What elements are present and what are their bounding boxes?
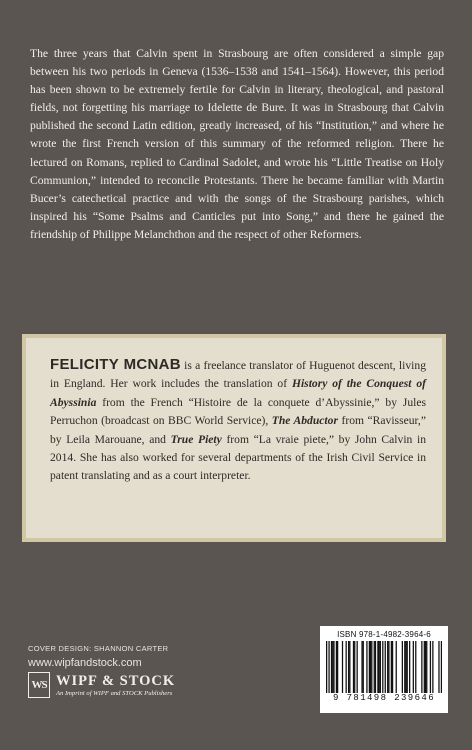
barcode-bar xyxy=(337,641,338,693)
book-title-3: True Piety xyxy=(170,432,222,446)
barcode-bar xyxy=(413,641,414,693)
barcode-bar xyxy=(385,641,386,693)
author-bio xyxy=(50,356,426,486)
barcode-bar xyxy=(357,641,358,693)
isbn-label: ISBN 978-1-4982-3964-6 xyxy=(337,630,431,639)
barcode-bar xyxy=(426,641,427,693)
bio-text-4: from “La vraie piete,” by John Calvin in 2014. She has also worked for several departments of the Irish Civil Service in patent translating and as a court interpreter. xyxy=(50,432,426,483)
barcode-bar xyxy=(382,641,383,693)
barcode-bar xyxy=(348,641,349,693)
bio-text-2: from the French “Histoire de la conquete d’Abyssinie,” by Jules Perruchon (broadcast on BBC World Service), xyxy=(50,395,426,428)
barcode-bar xyxy=(379,641,380,693)
barcode-bar xyxy=(328,641,329,693)
barcode xyxy=(326,641,442,693)
barcode-bar xyxy=(349,641,350,693)
barcode-bar xyxy=(374,641,375,693)
barcode-bar xyxy=(336,641,337,693)
barcode-bar xyxy=(392,641,393,693)
publisher-block xyxy=(28,672,175,698)
barcode-bar xyxy=(391,641,392,693)
barcode-bar xyxy=(396,641,397,693)
publisher-tagline: An Imprint of WIPF and STOCK Publishers xyxy=(56,689,173,697)
barcode-bar xyxy=(387,641,388,693)
barcode-bar xyxy=(370,641,371,693)
book-title-2: The Abductor xyxy=(271,414,338,428)
barcode-bar xyxy=(369,641,370,693)
publisher-text xyxy=(56,673,175,698)
barcode-bar xyxy=(375,641,376,693)
cover-design-credit: COVER DESIGN: SHANNON CARTER xyxy=(28,644,169,653)
barcode-bar xyxy=(363,641,364,693)
barcode-bar xyxy=(331,641,332,693)
barcode-bar xyxy=(361,641,362,693)
bio-text-3: from “Ravisseur,” by Leila Marouane, and xyxy=(50,414,426,446)
barcode-bar xyxy=(430,641,431,693)
publisher-logo: WS xyxy=(28,672,50,698)
credits xyxy=(28,644,168,670)
barcode-bar xyxy=(407,641,408,693)
publisher-website: www.wipfandstock.com xyxy=(28,657,142,669)
barcode-bar xyxy=(424,641,425,693)
barcode-bar xyxy=(409,641,410,693)
barcode-bar xyxy=(354,641,355,693)
barcode-bar xyxy=(402,641,403,693)
barcode-bar xyxy=(441,641,442,693)
barcode-bar xyxy=(404,641,405,693)
barcode-bar xyxy=(380,641,381,693)
author-bio-box xyxy=(22,334,446,542)
barcode-bar xyxy=(333,641,334,693)
barcode-bar xyxy=(326,641,327,693)
barcode-bar xyxy=(405,641,406,693)
barcode-bar xyxy=(421,641,422,693)
barcode-bar xyxy=(415,641,416,693)
barcode-bar xyxy=(342,641,343,693)
barcode-bar xyxy=(377,641,378,693)
barcode-bar xyxy=(353,641,354,693)
barcode-bar xyxy=(366,641,367,693)
barcode-bar xyxy=(388,641,389,693)
barcode-bar xyxy=(346,641,347,693)
book-description: The three years that Calvin spent in Strasbourg are often considered a simple gap between his two periods in Geneva (1536–1538 and 1541–1564). However, this period has been shown to be extremely fertile for Calvin in literary, theological, and pastoral fields, not forgetting his marriage to Idelette de Bure. It was in Strasbourg that Calvin published the second Latin edition, greatly increased, of his “Institution,” and where he wrote the first French version of this summary of the reformed religion. There he lectured on Romans, replied to Cardinal Sadolet, and wrote his “Little Treatise on Holy Communion,” intended to reconcile Protestants. There he became familiar with Martin Bucer’s catechetical practice and with the songs of the Strasbourg parishes, which inspired his “Some Psalms and Canticles put into Song,” and there he gained the friendship of Philippe Melanchthon and the respect of other Reformers. xyxy=(30,47,444,241)
barcode-bar xyxy=(332,641,333,693)
author-name: FELICITY MCNAB xyxy=(50,356,181,373)
barcode-bar xyxy=(438,641,439,693)
barcode-box xyxy=(320,626,448,713)
book-title-1: History of the Conquest of Abyssinia xyxy=(50,377,426,409)
barcode-bar xyxy=(432,641,433,693)
barcode-digits: 9 781498 239646 xyxy=(332,693,435,703)
barcode-bar xyxy=(425,641,426,693)
publisher-name: WIPF & STOCK xyxy=(56,672,176,689)
bio-text-1: is a freelance translator of Huguenot descent, living in England. Her work includes the translation of xyxy=(50,359,426,391)
barcode-bar xyxy=(371,641,372,693)
